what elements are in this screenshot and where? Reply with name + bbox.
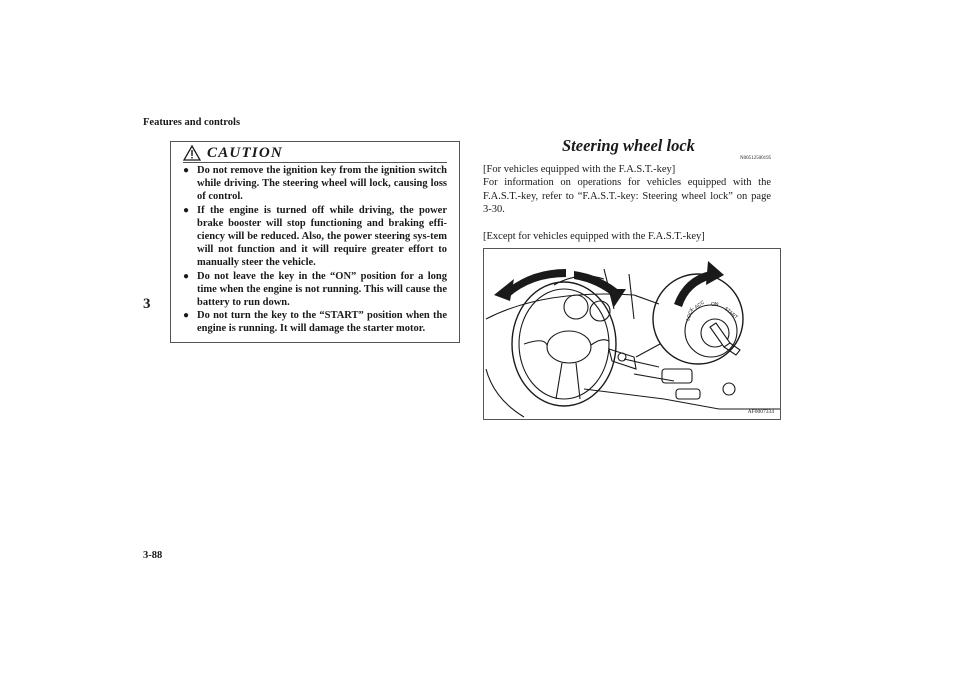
bullet-icon: ● [183, 270, 190, 282]
caution-header [183, 143, 283, 163]
non-fast-key-heading: [Except for vehicles equipped with the F.A.S.T.-key] [483, 230, 705, 242]
section-title: Steering wheel lock [562, 136, 695, 155]
caution-divider [183, 162, 447, 163]
fast-key-paragraph: For information on operations for vehicles equipped with the F.A.S.T.-key, refer to “F.A.S.T.-key: Steering wheel lock” on page 3-30. [483, 177, 771, 216]
caution-item: ● If the engine is turned off while driving, the power brake booster will stop functioning and braking effi-ciency will be reduced. Also, the power steering sys-tem will not function and it will require greater effort to manually steer the vehicle. [183, 204, 447, 269]
caution-item: ● Do not turn the key to the “START” position when the engine is running. It will damage the starter motor. [183, 310, 447, 335]
section-code: N00512500195 [740, 156, 772, 161]
switch-label-lock: LOCK [685, 306, 696, 322]
caution-item: ● Do not remove the ignition key from the ignition switch while driving. The steering wheel will lock, causing loss of control. [183, 165, 447, 203]
running-header: Features and controls [143, 117, 241, 128]
warning-triangle-icon [183, 145, 201, 161]
rotation-arrows [494, 261, 724, 307]
steering-lock-illustration [483, 248, 781, 420]
switch-label-on: ON [711, 302, 719, 308]
caution-box [170, 141, 460, 343]
bullet-icon: ● [183, 204, 190, 216]
bullet-icon: ● [183, 165, 190, 176]
page-number: 3-88 [143, 550, 163, 561]
switch-label-acc: ACC [693, 299, 706, 311]
figure-code: AF0007334 [747, 409, 774, 415]
section-body [483, 163, 771, 243]
bullet-icon: ● [183, 310, 190, 322]
caution-title: CAUTION [207, 144, 283, 161]
switch-label-start: START [722, 305, 739, 321]
caution-item: ● Do not leave the key in the “ON” position for a long time when the engine is not running. This will cause the battery to run down. [183, 270, 447, 309]
caution-list [183, 164, 447, 336]
fast-key-heading: [For vehicles equipped with the F.A.S.T.-key] [483, 164, 676, 175]
dashboard-drawing [484, 249, 782, 421]
chapter-tab: 3 [143, 296, 151, 312]
